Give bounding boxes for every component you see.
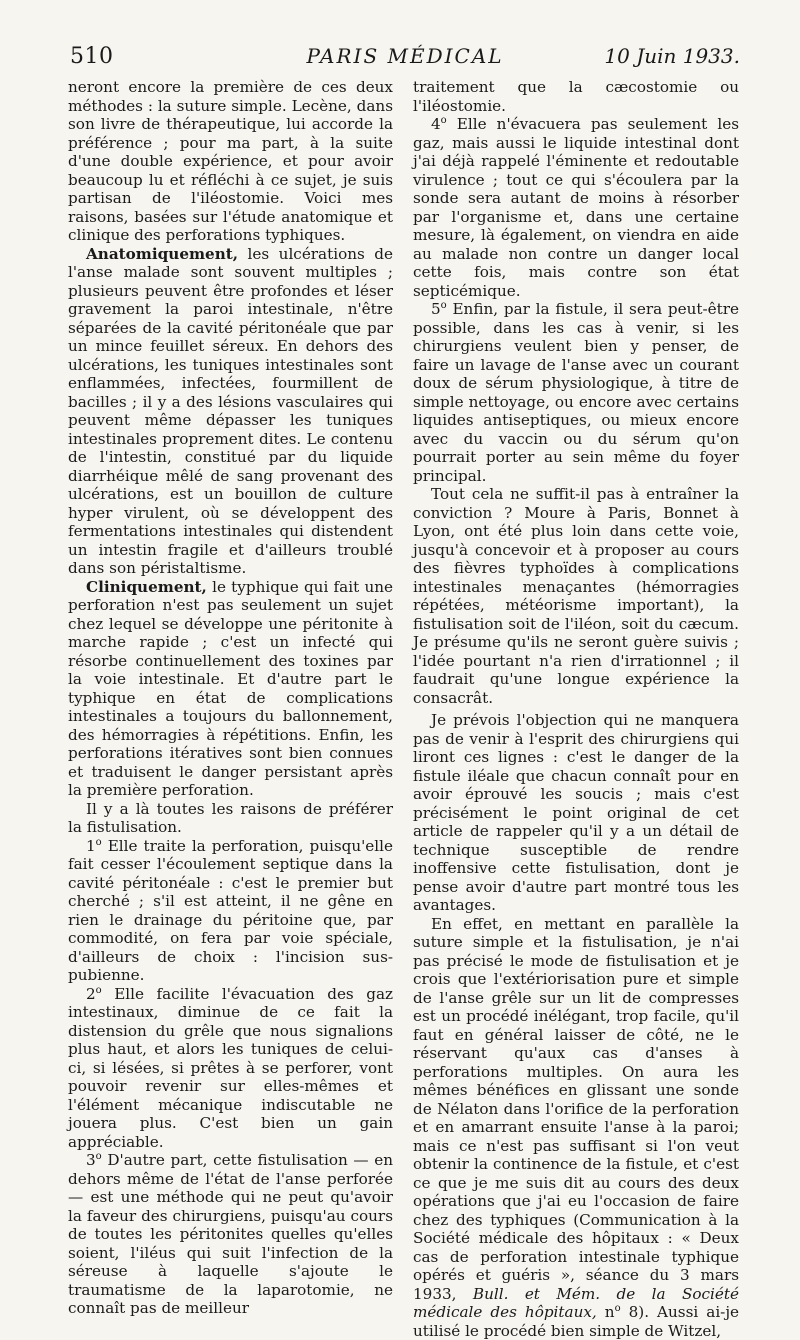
citation-title: Bull. et Mém. de la Société médicale des hôpitaux, [413,1285,739,1322]
issue-date: 10 Juin 1933. [604,44,740,68]
ordinal-mark: o [96,984,102,995]
ordinal-mark: o [441,300,447,311]
paragraph: Je prévois l'objection qui ne manquera pas de venir à l'esprit des chirurgiens qui liront ces lignes : c'est le danger de la fistule iléale que chacun connaît pour en avoir éprouvé les soucis ; mais c'est précisément le point original de cet article de rappeler qu'il y a un détail de technique susceptible de rendre inoffensive cette fistulisation, dont je pense avoir d'autre part montré tous les avantages. [413,711,739,915]
numbered-paragraph [68,837,393,985]
item-number: 4 [431,115,441,133]
paragraph: neront encore la première de ces deux méthodes : la suture simple. Lecène, dans son livre de thérapeutique, lui accorde la préférence ; pour ma part, à la suite d'une double expérience, et pour avoir beaucoup lu et réfléchi à ce sujet, je suis partisan de l'iléostomie. Voici mes raisons, basées sur l'étude anatomique et clinique des perforations typhiques. [68,78,393,245]
paragraph-lead: Anatomiquement, [86,245,238,263]
ordinal-mark: o [441,115,447,126]
paragraph [68,245,393,578]
paragraph-text: 8). Aussi ai-je utilisé le procédé bien simple de Witzel, [413,1303,739,1340]
ordinal-mark: o [96,836,102,847]
paragraph-text: D'autre part, cette fistulisation — en dehors même de l'état de l'anse perforée — est une méthode qui ne peut qu'avoir la faveur des chirurgiens, puisqu'au cours de toutes les péritonites quelles qu'elles soient, l'iléus qui suit l'infection de la séreuse à laquelle s'ajoute le traumatisme de la laparotomie, ne connaît pas de meilleur [68,1151,393,1317]
numbered-paragraph [68,1151,393,1318]
numbered-paragraph [413,300,739,485]
paragraph-text: Enfin, par la fistule, il sera peut-être possible, dans les cas à venir, si les chirurgiens veulent bien y penser, de faire un lavage de l'anse avec un courant doux de sérum physiologique, à titre de simple nettoyage, ou encore avec certains liquides antiseptiques, ou mieux encore avec du vaccin ou du sérum qu'on pourrait porter au sein même du foyer principal. [413,300,739,485]
ordinal-mark: o [96,1151,102,1162]
paragraph-lead: Cliniquement, [86,578,207,596]
page-number: 510 [70,44,114,69]
numbered-paragraph [68,985,393,1152]
numbered-paragraph [413,115,739,300]
paragraph: Tout cela ne suffit-il pas à entraîner la conviction ? Moure à Paris, Bonnet à Lyon, ont été plus loin dans cette voie, jusqu'à concevoir et à proposer au cours des fièvres typhoïdes à complications intestinales menaçantes (hémorragies répétées, météorisme important), la fistulisation soit de l'iléon, soit du cæcum. Je présume qu'ils ne seront guère suivis ; l'idée pourtant n'a rien d'irrationnel ; il faudrait qu'une longue expérience la consacrât. [413,485,739,707]
item-number: 2 [86,985,96,1003]
paragraph-text: le typhique qui fait une perforation n'est pas seulement un sujet chez lequel se développe une péritonite à marche rapide ; c'est un infecté qui résorbe continuellement des toxines par la voie intestinale. Et d'autre part le typhique en état de complications intestinales a toujours du ballonnement, des hémorragies à répétitions. Enfin, les perforations itératives sont bien connues et traduisent le danger persistant après la première perforation. [68,578,393,800]
paragraph-text: Elle n'évacuera pas seulement les gaz, mais aussi le liquide intestinal dont j'ai déjà rappelé l'éminente et redoutable virulence ; tout ce qui s'écoulera par la sonde sera autant de moins à résorber par l'organisme et, dans une certaine mesure, là également, on viendra en aide au malade non contre un danger local cette fois, mais contre son état septicémique. [413,115,739,300]
right-column [413,78,739,1340]
paragraph: Il y a là toutes les raisons de préférer la fistulisation. [68,800,393,837]
paragraph-text: les ulcérations de l'anse malade sont souvent multiples ; plusieurs peuvent être profondes et léser gravement la paroi intestinale, n'être séparées de la cavité péritonéale que par un mince feuillet séreux. En dehors des ulcérations, les tuniques intestinales sont enflammées, infectées, fourmillent de bacilles ; il y a des lésions vasculaires qui peuvent même dépasser les tuniques intestinales proprement dites. Le contenu de l'intestin, constitué par du liquide diarrhéique mêlé de sang provenant des ulcérations, est un bouillon de culture hyper virulent, où se développent des fermentations intestinales qui distendent un intestin fragile et d'ailleurs troublé dans son péristaltisme. [68,245,393,578]
paragraph [413,915,739,1340]
paragraph-text: Elle facilite l'évacuation des gaz intestinaux, diminue de ce fait la distension du grêle que nous signalions plus haut, et alors les tuniques de celui-ci, si lésées, si prêtes à se perforer, vont pouvoir revenir sur elles-mêmes et l'élément mécanique indiscutable ne jouera plus. C'est bien un gain appréciable. [68,985,393,1151]
journal-title: PARIS MÉDICAL [70,44,740,68]
item-number: 5 [431,300,441,318]
page-header [70,44,740,74]
paragraph-text: n [597,1303,615,1321]
paragraph: traitement que la cæcostomie ou l'iléostomie. [413,78,739,115]
ordinal-mark: o [615,1303,621,1314]
item-number: 3 [86,1151,96,1169]
paragraph-text: En effet, en mettant en parallèle la suture simple et la fistulisation, je n'ai pas précisé le mode de fistulisation et je crois que l'extériorisation pure et simple de l'anse grêle sur un lit de compresses est un procédé inélégant, trop facile, qu'il faut en général laisser de côté, ne le réservant qu'aux cas d'anses à perforations multiples. On aura les mêmes bénéfices en glissant une sonde de Nélaton dans l'orifice de la perforation et en amarrant ensuite l'anse à la paroi; mais ce n'est pas suffisant si l'on veut obtenir la continence de la fistule, et c'est ce que je me suis dit au cours des deux opérations que j'ai eu l'occasion de faire chez des typhiques (Communication à la Société médicale des hôpitaux : « Deux cas de perforation intestinale typhique opérés et guéris », séance du 3 mars 1933, [413,915,739,1303]
left-column [68,78,393,1318]
paragraph-text: Elle traite la perforation, puisqu'elle fait cesser l'écoulement septique dans la cavité péritonéale : c'est le premier but cherché ; s'il est atteint, il ne gêne en rien le drainage du péritoine que, par commodité, on fera par voie spéciale, d'ailleurs de choix : l'incision sus-pubienne. [68,837,393,985]
paragraph [68,578,393,800]
item-number: 1 [86,837,96,855]
